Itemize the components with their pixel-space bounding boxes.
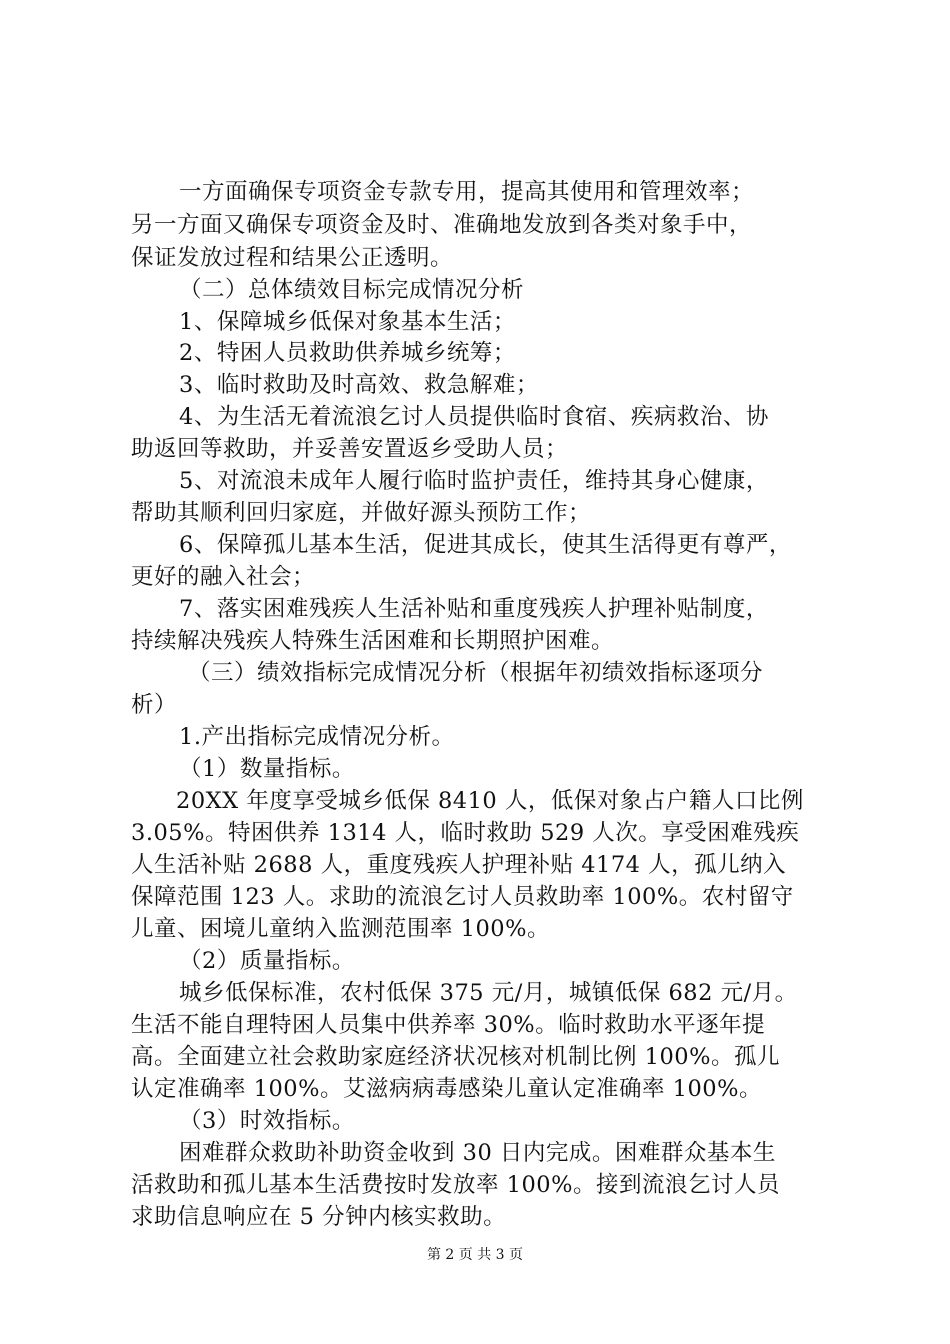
list-item: 5、对流浪未成年人履行临时监护责任，维持其身心健康， <box>179 468 769 494</box>
list-item: 1、保障城乡低保对象基本生活； <box>179 309 516 335</box>
list-item-continued: 更好的融入社会； <box>131 564 316 590</box>
list-item: 7、落实困难残疾人生活补贴和重度残疾人护理补贴制度， <box>179 596 769 622</box>
subsection-heading: 1.产出指标完成情况分析。 <box>179 724 455 750</box>
section-heading: （二）总体绩效目标完成情况分析 <box>179 277 525 303</box>
paragraph-line: 城乡低保标准，农村低保 375 元/月，城镇低保 682 元/月。 <box>179 980 798 1006</box>
paragraph-line: 活救助和孤儿基本生活费按时发放率 100%。接到流浪乞讨人员 <box>131 1172 780 1198</box>
list-item: 2、特困人员救助供养城乡统筹； <box>179 340 516 366</box>
paragraph-line: 高。全面建立社会救助家庭经济状况核对机制比例 100%。孤儿 <box>131 1044 780 1070</box>
list-item-continued: 持续解决残疾人特殊生活困难和长期照护困难。 <box>131 628 615 654</box>
paragraph-line: 人生活补贴 2688 人，重度残疾人护理补贴 4174 人，孤儿纳入 <box>131 852 787 878</box>
list-item: 6、保障孤儿基本生活，促进其成长，使其生活得更有尊严， <box>179 532 792 558</box>
page-footer: 第 2 页 共 3 页 <box>426 1247 524 1263</box>
list-item: 4、为生活无着流浪乞讨人员提供临时食宿、疾病救治、协 <box>179 404 769 430</box>
subsection-heading: （1）数量指标。 <box>179 756 355 782</box>
section-heading: （三）绩效指标完成情况分析（根据年初绩效指标逐项分 <box>188 660 764 686</box>
paragraph-line: 保障范围 123 人。求助的流浪乞讨人员救助率 100%。农村留守 <box>131 884 794 910</box>
paragraph-line: 20XX 年度享受城乡低保 8410 人，低保对象占户籍人口比例 <box>176 788 804 814</box>
list-item-continued: 帮助其顺利回归家庭，并做好源头预防工作； <box>131 500 592 526</box>
list-item-continued: 助返回等救助，并妥善安置返乡受助人员； <box>131 436 569 462</box>
subsection-heading: （3）时效指标。 <box>179 1108 355 1134</box>
paragraph-line: 一方面确保专项资金专款专用，提高其使用和管理效率； <box>179 179 755 205</box>
paragraph-line: 另一方面又确保专项资金及时、准确地发放到各类对象手中， <box>131 212 753 238</box>
paragraph-line: 困难群众救助补助资金收到 30 日内完成。困难群众基本生 <box>179 1140 776 1166</box>
paragraph-line: 保证发放过程和结果公正透明。 <box>131 245 454 271</box>
paragraph-line: 认定准确率 100%。艾滋病病毒感染儿童认定准确率 100%。 <box>131 1076 762 1102</box>
section-heading-continued: 析） <box>131 692 178 718</box>
list-item: 3、临时救助及时高效、救急解难； <box>179 372 539 398</box>
paragraph-line: 3.05%。特困供养 1314 人，临时救助 529 人次。享受困难残疾 <box>131 820 800 846</box>
subsection-heading: （2）质量指标。 <box>179 948 355 974</box>
paragraph-line: 儿童、困境儿童纳入监测范围率 100%。 <box>131 916 550 942</box>
paragraph-line: 生活不能自理特困人员集中供养率 30%。临时救助水平逐年提 <box>131 1012 766 1038</box>
paragraph-line: 求助信息响应在 5 分钟内核实救助。 <box>131 1204 507 1230</box>
